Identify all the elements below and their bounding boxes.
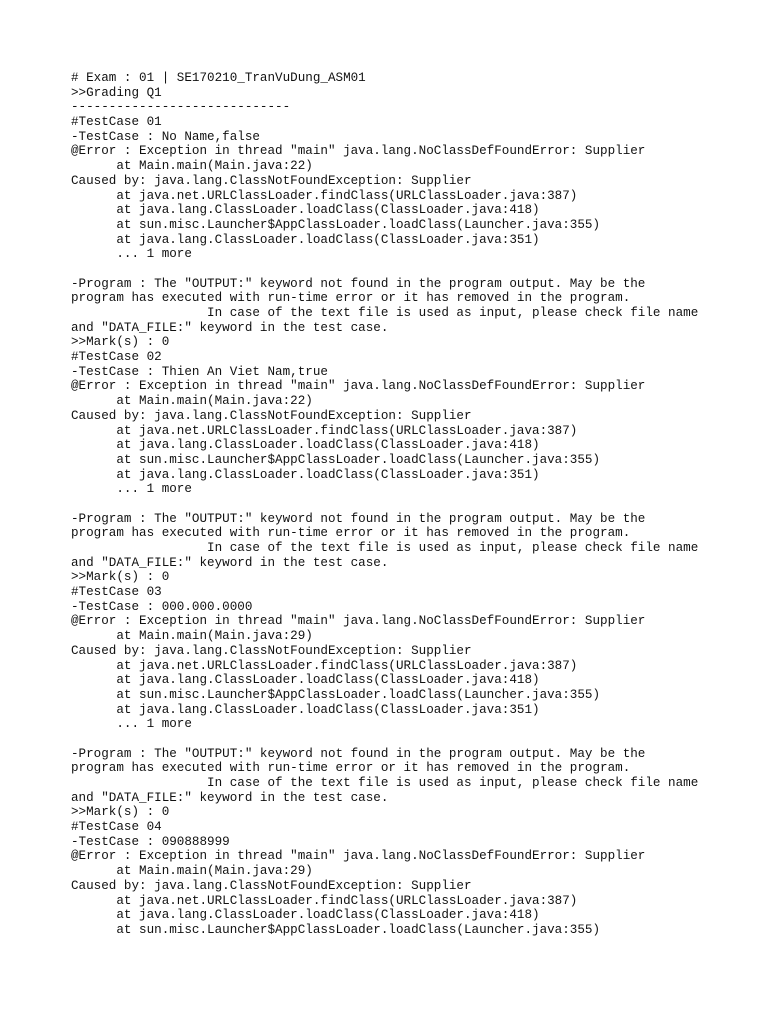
program-message-line: In case of the text file is used as input, please check file name [71, 541, 699, 555]
stack-trace-line: at java.lang.ClassLoader.loadClass(ClassLoader.java:418) [71, 438, 540, 453]
mark-line: >>Mark(s) : 0 [71, 805, 170, 820]
blank-line [71, 497, 761, 512]
stack-trace-line: at java.lang.ClassLoader.loadClass(ClassLoader.java:351) [71, 467, 540, 482]
program-message-line: program has executed with run-time error or it has removed in the program. [71, 291, 631, 306]
grading-title-line: >>Grading Q1 [71, 85, 162, 100]
program-message-line: and "DATA_FILE:" keyword in the test case. [71, 320, 389, 335]
program-message-line: -Program : The "OUTPUT:" keyword not found in the program output. May be the [71, 276, 646, 291]
testcase-input-line: -TestCase : 000.000.0000 [71, 599, 253, 614]
stack-trace-line: at java.lang.ClassLoader.loadClass(ClassLoader.java:418) [71, 203, 540, 218]
stack-trace-line: at Main.main(Main.java:22) [71, 394, 313, 409]
stack-trace-line: at sun.misc.Launcher$AppClassLoader.loadClass(Launcher.java:355) [71, 687, 601, 702]
error-line: @Error : Exception in thread "main" java.lang.NoClassDefFoundError: Supplier [71, 144, 646, 159]
program-message-line: -Program : The "OUTPUT:" keyword not found in the program output. May be the [71, 511, 646, 526]
separator-line: ----------------------------- [71, 100, 291, 115]
program-message-line: -Program : The "OUTPUT:" keyword not found in the program output. May be the [71, 746, 646, 761]
testcase-input-line: -TestCase : Thien An Viet Nam,true [71, 364, 328, 379]
stack-trace-more-line: ... 1 more [71, 717, 192, 732]
stack-trace-line: at sun.misc.Launcher$AppClassLoader.loadClass(Launcher.java:355) [71, 922, 601, 937]
program-message-line: In case of the text file is used as input, please check file name [71, 776, 699, 790]
program-message-line: program has executed with run-time error or it has removed in the program. [71, 526, 631, 541]
caused-by-line: Caused by: java.lang.ClassNotFoundException: Supplier [71, 878, 472, 893]
testcase-heading: #TestCase 04 [71, 820, 162, 835]
caused-by-line: Caused by: java.lang.ClassNotFoundException: Supplier [71, 643, 472, 658]
error-line: @Error : Exception in thread "main" java.lang.NoClassDefFoundError: Supplier [71, 379, 646, 394]
stack-trace-line: at Main.main(Main.java:29) [71, 864, 313, 879]
caused-by-line: Caused by: java.lang.ClassNotFoundException: Supplier [71, 408, 472, 423]
program-message-line: In case of the text file is used as input, please check file name [71, 306, 699, 320]
mark-line: >>Mark(s) : 0 [71, 335, 170, 350]
stack-trace-line: at java.net.URLClassLoader.findClass(URLClassLoader.java:387) [71, 188, 578, 203]
testcase-heading: #TestCase 01 [71, 115, 162, 130]
stack-trace-line: at java.lang.ClassLoader.loadClass(ClassLoader.java:418) [71, 673, 540, 688]
stack-trace-line: at java.net.URLClassLoader.findClass(URLClassLoader.java:387) [71, 893, 578, 908]
testcase-heading: #TestCase 02 [71, 350, 162, 365]
stack-trace-more-line: ... 1 more [71, 482, 192, 497]
program-message-line: program has executed with run-time error or it has removed in the program. [71, 761, 631, 776]
blank-line [71, 262, 761, 277]
grading-report-document [71, 71, 761, 938]
stack-trace-line: at sun.misc.Launcher$AppClassLoader.loadClass(Launcher.java:355) [71, 217, 601, 232]
stack-trace-line: at java.net.URLClassLoader.findClass(URLClassLoader.java:387) [71, 423, 578, 438]
stack-trace-line: at java.lang.ClassLoader.loadClass(ClassLoader.java:351) [71, 702, 540, 717]
program-message-line: and "DATA_FILE:" keyword in the test case. [71, 790, 389, 805]
testcase-heading: #TestCase 03 [71, 585, 162, 600]
stack-trace-line: at java.net.URLClassLoader.findClass(URLClassLoader.java:387) [71, 658, 578, 673]
mark-line: >>Mark(s) : 0 [71, 570, 170, 585]
stack-trace-line: at Main.main(Main.java:29) [71, 629, 313, 644]
error-line: @Error : Exception in thread "main" java.lang.NoClassDefFoundError: Supplier [71, 849, 646, 864]
caused-by-line: Caused by: java.lang.ClassNotFoundException: Supplier [71, 173, 472, 188]
exam-header-line: # Exam : 01 | SE170210_TranVuDung_ASM01 [71, 71, 366, 85]
stack-trace-line: at java.lang.ClassLoader.loadClass(ClassLoader.java:351) [71, 232, 540, 247]
stack-trace-line: at Main.main(Main.java:22) [71, 159, 313, 174]
error-line: @Error : Exception in thread "main" java.lang.NoClassDefFoundError: Supplier [71, 614, 646, 629]
stack-trace-more-line: ... 1 more [71, 247, 192, 262]
stack-trace-line: at java.lang.ClassLoader.loadClass(ClassLoader.java:418) [71, 908, 540, 923]
testcase-input-line: -TestCase : 090888999 [71, 834, 230, 849]
blank-line [71, 732, 761, 747]
testcase-input-line: -TestCase : No Name,false [71, 129, 260, 144]
program-message-line: and "DATA_FILE:" keyword in the test case. [71, 555, 389, 570]
stack-trace-line: at sun.misc.Launcher$AppClassLoader.loadClass(Launcher.java:355) [71, 452, 601, 467]
